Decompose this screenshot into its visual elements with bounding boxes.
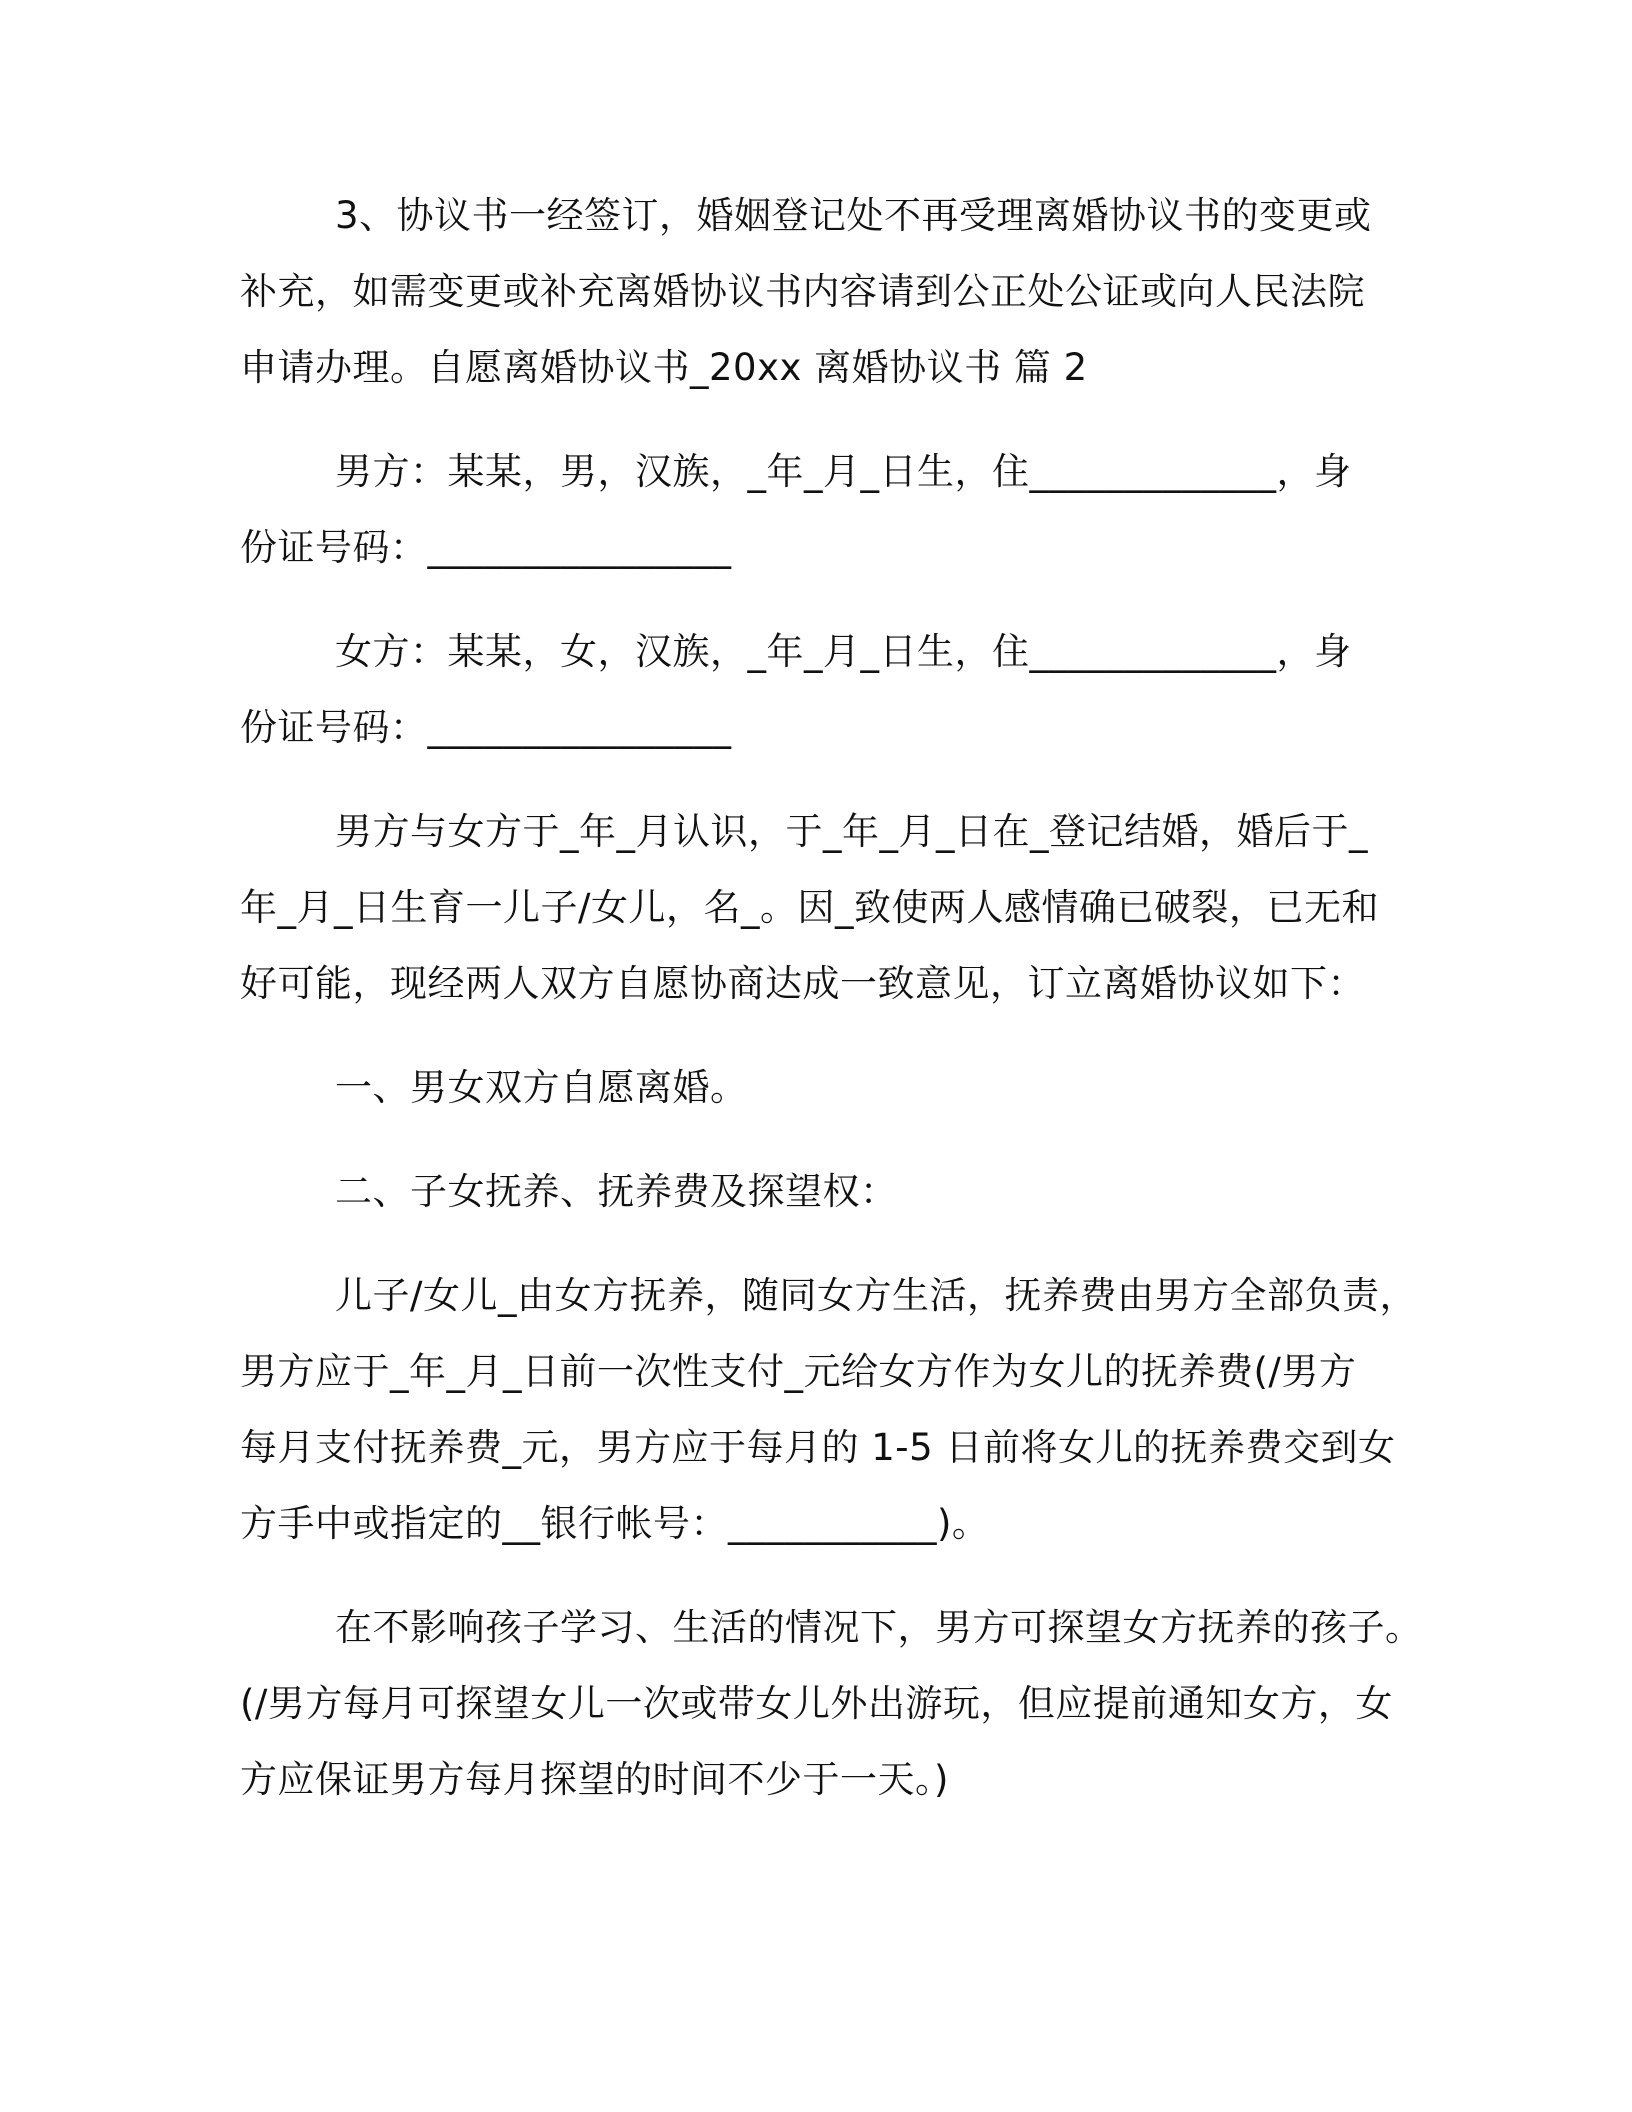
text-line: 年_月_日生育一儿子/女儿，名_。因_致使两人感情确已破裂，已无和 (240, 886, 1379, 929)
text-line: 儿子/女儿_由女方抚养，随同女方生活，抚养费由男方全部负责， (335, 1274, 1417, 1317)
text-line: 二、子女抚养、抚养费及探望权： (335, 1170, 898, 1213)
text-line: 一、男女双方自愿离婚。 (335, 1066, 748, 1109)
text-line: 补充，如需变更或补充离婚协议书内容请到公正处公证或向人民法院 (240, 270, 1365, 313)
text-line: 3、协议书一经签订，婚姻登记处不再受理离婚协议书的变更或 (335, 194, 1372, 237)
text-line: 方手中或指定的__银行帐号：___________)。 (240, 1502, 990, 1545)
text-line: 在不影响孩子学习、生活的情况下，男方可探望女方抚养的孩子。 (335, 1606, 1423, 1649)
text-line: 方应保证男方每月探望的时间不少于一天。) (240, 1758, 949, 1801)
text-line: 份证号码：________________ (240, 526, 732, 569)
text-line: (/男方每月可探望女儿一次或带女儿外出游玩，但应提前通知女方，女 (240, 1682, 1393, 1725)
text-line: 男方应于_年_月_日前一次性支付_元给女方作为女儿的抚养费(/男方 (240, 1350, 1357, 1393)
text-line: 男方：某某，男，汉族，_年_月_日生，住_____________，身 (335, 450, 1352, 493)
text-line: 每月支付抚养费_元，男方应于每月的 1-5 日前将女儿的抚养费交到女 (240, 1426, 1396, 1469)
text-line: 女方：某某，女，汉族，_年_月_日生，住_____________，身 (335, 630, 1352, 673)
text-line: 男方与女方于_年_月认识，于_年_月_日在_登记结婚，婚后于_ (335, 810, 1368, 853)
text-line: 申请办理。自愿离婚协议书_20xx 离婚协议书 篇 2 (240, 346, 1088, 389)
text-line: 份证号码：________________ (240, 706, 732, 749)
text-line: 好可能，现经两人双方自愿协商达成一致意见，订立离婚协议如下： (240, 962, 1365, 1005)
